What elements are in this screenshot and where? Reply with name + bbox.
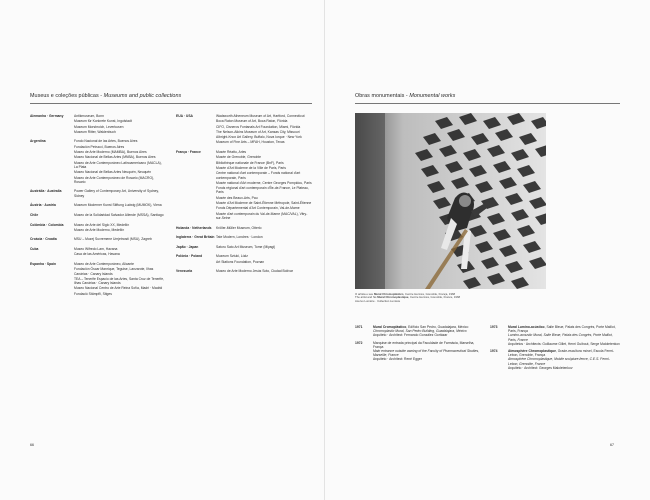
- work-line: Arquiteto · Architect: Fernando González Gortázar: [373, 333, 448, 338]
- institution-item: Kröller-Müller Museum, Otterlo: [216, 225, 262, 230]
- institution-item: Boca Raton Museum of Art, Boca Raton, Flórida: [216, 119, 288, 124]
- left-page-number: 66: [30, 443, 34, 447]
- country-entry: [176, 235, 312, 240]
- institution-item: Museum of Fine Arts – MFAH, Houston, Texas: [216, 140, 285, 145]
- country-entry: [30, 262, 166, 297]
- institution-item: Musée des Beaux-Arts, Pau: [216, 195, 258, 200]
- institution-item: Muzeum Sztuki, Lódz: [216, 254, 248, 259]
- country-entry: [176, 254, 312, 265]
- institution-item: Museo de Arte Contemporáneo de Rosario (MACRO), Rosario: [74, 175, 155, 184]
- country-name: Venezuela: [176, 269, 193, 274]
- work-description: [508, 325, 620, 346]
- work-description: [373, 325, 485, 338]
- institution-item: Museo Nacional Centro de Arte Reina Sofía, Madri · Madrid: [74, 286, 163, 291]
- institution-list: [74, 247, 166, 258]
- institution-list: [74, 237, 166, 242]
- museum-column-2: [176, 114, 312, 279]
- institution-list: [216, 150, 312, 221]
- right-rule: [355, 103, 620, 104]
- institution-item: Musée d'Art Moderne de la Ville de Paris, Paris: [216, 165, 286, 170]
- institution-item: Fundación Óscar Manrique, Teguise, Lanzarote, Ilhas Canárias · Canary Islands: [74, 267, 154, 276]
- work-line: Mural Lumino-acústico, Salle Bleue, Palais des Congrès, Porte Maillot, Paris, França: [508, 325, 616, 334]
- institution-list: [216, 235, 312, 240]
- country-name: Holanda · Netherlands: [176, 225, 212, 230]
- works-column-2: [490, 325, 620, 373]
- country-name: Espanha · Spain: [30, 261, 57, 266]
- work-entry: [490, 325, 620, 346]
- institution-list: [74, 262, 166, 297]
- institution-item: Bibliothèque nationale de France (BnF), Paris: [216, 160, 284, 165]
- institution-item: Musée d'Art Moderne de Saint-Étienne Métropole, Saint-Étienne: [216, 201, 312, 206]
- institution-item: Musée Réattu, Arles: [216, 150, 247, 155]
- institution-item: Museo de la Solidaridad Salvador Allende (MSSA), Santiago: [74, 212, 164, 217]
- institution-list: [74, 223, 166, 234]
- institution-item: Albright-Knox Art Gallery, Buffalo, Nova Iorque · New York: [216, 135, 302, 140]
- country-name: França · France: [176, 150, 201, 155]
- country-name: Inglaterra · Great Britain: [176, 235, 215, 240]
- institution-item: MSU – Muzej Suvremene Umjetnosti (MSU), Zagreb: [74, 237, 152, 242]
- institution-item: Museo Nacional de Bellas Artes Neuquén, Neuquén: [74, 170, 152, 175]
- institution-item: Museo de Arte Contemporáneo, Alicante: [74, 261, 135, 266]
- work-line: Arquiteto · Architect: Georges Maloletenkov: [508, 365, 573, 370]
- institution-item: Fondo Nacional de las Artes, Buenos Aires: [74, 139, 138, 144]
- country-entry: [176, 114, 312, 146]
- country-entry: [30, 139, 166, 185]
- institution-item: Museo de Arte Moderno Jesús Soto, Ciudad Bolívar: [216, 269, 293, 274]
- country-name: Croácia · Croatia: [30, 237, 57, 242]
- institution-item: Casa de las Américas, Havana: [74, 252, 120, 257]
- institution-item: Museo de Arte Contemporáneo Latinoamericano (MACLA), La Plata: [74, 160, 162, 169]
- work-line: Atmosphère Chromoplastique, Grade-escultura móvel, Escola Fermi-Lebon, Grenoble, França: [508, 349, 615, 358]
- country-name: Colômbia · Colombia: [30, 222, 64, 227]
- country-name: Áustria · Austria: [30, 203, 56, 208]
- institution-list: [74, 189, 166, 199]
- work-line: Lumino-acoustic Mural, Salle Bleue, Palais des Congrès, Porte Maillot, Paris, France: [508, 333, 613, 342]
- institution-item: Fonds Départemental d'Art Contemporain, Val-de-Marne: [216, 206, 300, 211]
- right-title-pt: Obras monumentais -: [355, 93, 410, 99]
- institution-list: [74, 213, 166, 218]
- country-entry: [30, 223, 166, 234]
- work-line: Main entrance outside awning of the Faculty of Pharmaceutical Studies, Marseille, France: [373, 349, 480, 358]
- left-title-en: Museums and public collections: [103, 93, 182, 99]
- institution-item: Fonds régional d'art contemporain d'Île-de-France, Le Plateau, Paris: [216, 186, 309, 195]
- institution-item: Centre national d'art contemporain – Fonds national d'art contemporain, Paris: [216, 171, 301, 180]
- country-entry: [176, 150, 312, 221]
- institution-list: [216, 226, 312, 231]
- institution-item: Museo de Arte Moderno, Medellín: [74, 227, 125, 232]
- work-entry: [490, 349, 620, 370]
- artist-photo: [355, 113, 546, 289]
- country-name: Cuba: [30, 247, 39, 252]
- caption-credit: Acervo Lumière · Collection Lumière: [355, 298, 401, 303]
- institution-list: [216, 269, 312, 274]
- work-entry: [355, 341, 485, 362]
- institution-item: Musée de Grenoble, Grenoble: [216, 155, 261, 160]
- work-line: Atmosphère Chromoplastique, Mobile sculpture-fence, C.E.S. Fermi-Lebon, Grenoble, France: [508, 357, 610, 366]
- country-name: Japão · Japan: [176, 244, 199, 249]
- works-column-1: [355, 325, 485, 365]
- work-line: Arquitetos · Architects: Guillaume Gillet, Henri Guibout, Serge Maloletenkov: [508, 341, 620, 346]
- institution-item: Art Stations Foundation, Poznan: [216, 259, 265, 264]
- work-title: Atmosphère Chromoplastique: [508, 349, 556, 354]
- country-name: EUA · USA: [176, 114, 193, 118]
- institution-item: Museo de Arte Moderno (MAMBA), Buenos Aires: [74, 150, 147, 155]
- institution-item: Power Gallery of Contemporary Art, University of Sydney, Sidney: [74, 189, 159, 198]
- left-rule: [30, 103, 312, 104]
- country-name: Argentina: [30, 139, 46, 144]
- left-title-pt: Museus e coleções públicas -: [30, 93, 104, 99]
- country-entry: [176, 269, 312, 274]
- institution-item: CIFO, Cisneros Fontanals Art Foundation, Miami, Flórida: [216, 124, 301, 129]
- country-entry: [30, 203, 166, 208]
- left-section-title: [30, 93, 181, 99]
- work-description: [508, 349, 620, 370]
- work-line: Arquiteto · Architect: René Egger: [373, 357, 422, 362]
- country-entry: [30, 237, 166, 242]
- country-entry: [176, 245, 312, 250]
- country-entry: [176, 226, 312, 231]
- country-name: Alemanha · Germany: [30, 114, 64, 118]
- work-entry: [355, 325, 485, 338]
- institution-list: [74, 203, 166, 208]
- work-line: Chromoplastic Mural, San Pedro Building, Guadalajara, México: [373, 329, 467, 334]
- work-line: Mural Cromoplástico, Edifício San Pedro, Guadalajara, México: [373, 325, 469, 329]
- work-description: [373, 341, 485, 362]
- institution-item: Musée d'art contemporain du Val-de-Marne (MAC/VAL), Vitry-sur-Seine: [216, 211, 308, 220]
- caption-line-pt: O artista e seu Mural Chromoplástico, Centre Hermès, Grenoble, França, 1968: [355, 292, 456, 296]
- institution-item: The Nelson-Atkins Museum of Art, Kansas City, Missouri: [216, 129, 300, 134]
- museum-column-1: [30, 114, 166, 301]
- caption-line-en: The artist and his Mural Chromoplastique, Centre Hermès, Grenoble, France, 1968: [355, 295, 461, 300]
- institution-item: Wadsworth Atheneum Museum of Art, Hartford, Connecticut: [216, 114, 305, 118]
- institution-list: [216, 254, 312, 265]
- institution-item: Museum Morsbroich, Leverkusen: [74, 124, 124, 129]
- country-name: Austrália · Australia: [30, 189, 62, 194]
- institution-item: TEA – Tenerife Espacio de las Artes, Santa Cruz de Tenerife, Ilhas Canárias · Canary Islands: [74, 276, 165, 286]
- institution-item: Museo Wifredo Lam, Havana: [74, 247, 118, 252]
- institution-list: [74, 114, 166, 135]
- institution-item: Museum für Konkrete Kunst, Ingolstadt: [74, 119, 132, 124]
- right-section-title: [355, 93, 455, 99]
- country-entry: [30, 247, 166, 258]
- photo-caption: [355, 293, 555, 303]
- institution-item: Satoru Sato Art Museum, Tome (Miyagi): [216, 244, 276, 249]
- work-year: 1972: [355, 340, 363, 345]
- institution-list: [216, 245, 312, 250]
- artist-photo-image: [355, 113, 546, 289]
- institution-item: Fundación Petrucci, Buenos Aires: [74, 144, 125, 149]
- institution-item: Musée national d'Art moderne, Centre Georges Pompidou, Paris: [216, 180, 312, 185]
- work-year: 1971: [355, 325, 363, 329]
- institution-item: Antikmuseum, Bonn: [74, 114, 104, 118]
- institution-item: Museo de Arte del Siglo XX, Medellín: [74, 222, 130, 227]
- institution-item: Museo Nacional de Bellas Artes (MNBA), Buenos Aires: [74, 155, 156, 160]
- institution-item: Museum Ritter, Waldenbuch: [74, 129, 116, 134]
- work-line: Marquise de entrada principal da Faculdade de Farmácia, Marselha, França: [373, 340, 475, 349]
- country-entry: [30, 114, 166, 135]
- right-page-number: 67: [610, 443, 614, 447]
- work-title: Mural Cromoplástico: [373, 325, 407, 329]
- work-year: 1973: [490, 325, 498, 329]
- country-entry: [30, 213, 166, 218]
- right-title-en: Monumental works: [409, 93, 456, 99]
- country-name: Chile: [30, 212, 39, 217]
- country-entry: [30, 189, 166, 199]
- institution-item: Fundació Stämpfli, Sitges: [74, 291, 112, 296]
- institution-list: [74, 139, 166, 185]
- institution-item: Tate Modern, Londres · London: [216, 235, 263, 240]
- institution-list: [216, 114, 312, 146]
- work-year: 1974: [490, 349, 498, 354]
- country-name: Polônia · Poland: [176, 254, 203, 259]
- work-title: Mural Lumino-acústico: [508, 325, 545, 329]
- page-gutter: [324, 0, 325, 500]
- institution-item: Museum Moderner Kunst Stiftung Ludwig (MUMOK), Viena: [74, 203, 162, 208]
